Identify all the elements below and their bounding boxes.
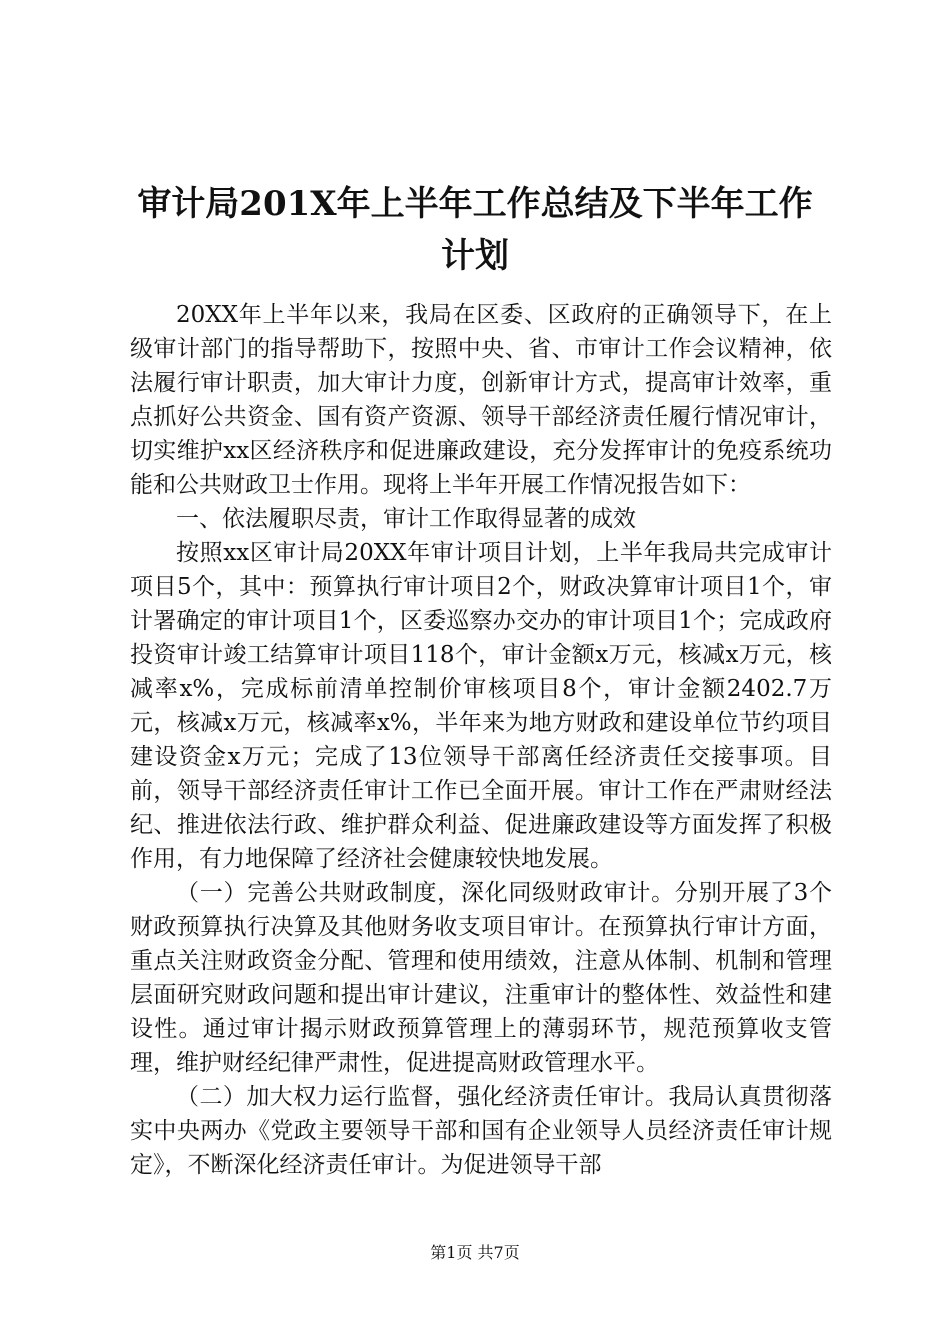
title-line-2: 计划 bbox=[441, 236, 509, 276]
document-body bbox=[130, 298, 832, 1182]
title-line-1: 审计局201X年上半年工作总结及下半年工作 bbox=[137, 184, 813, 224]
section-heading-1: 一、依法履职尽责，审计工作取得显著的成效 bbox=[176, 506, 636, 532]
page-footer: 第1页 共7页 bbox=[430, 1243, 520, 1262]
paragraph-summary: 按照xx区审计局20XX年审计项目计划，上半年我局共完成审计项目5个，其中：预算执行审计项目2个，财政决算审计项目1个，审计署确定的审计项目1个，区委巡察办交办的审计项目1个；完成政府投资审计竣工结算审计项目118个，审计金额x万元，核减x万元，核减率x%，完成标前清单控制价审核项目8个，审计金额2402.7万元，核减x万元，核减率x%，半年来为地方财政和建设单位节约项目建设资金x万元；完成了13位领导干部离任经济责任交接事项。目前，领导干部经济责任审计工作已全面开展。审计工作在严肃财经法纪、推进依法行政、维护群众利益、促进廉政建设等方面发挥了积极作用，有力地保障了经济社会健康较快地发展。 bbox=[130, 540, 832, 872]
paragraph-section-2: （二）加大权力运行监督，强化经济责任审计。我局认真贯彻落实中央两办《党政主要领导干部和国有企业领导人员经济责任审计规定》，不断深化经济责任审计。为促进领导干部 bbox=[130, 1084, 832, 1178]
paragraph-intro: 20XX年上半年以来，我局在区委、区政府的正确领导下，在上级审计部门的指导帮助下，按照中央、省、市审计工作会议精神，依法履行审计职责，加大审计力度，创新审计方式，提高审计效率，重点抓好公共资金、国有资产资源、领导干部经济责任履行情况审计，切实维护xx区经济秩序和促进廉政建设，充分发挥审计的免疫系统功能和公共财政卫士作用。现将上半年开展工作情况报告如下： bbox=[130, 302, 832, 498]
document-title bbox=[120, 178, 830, 282]
paragraph-section-1: （一）完善公共财政制度，深化同级财政审计。分别开展了3个财政预算执行决算及其他财务收支项目审计。在预算执行审计方面，重点关注财政资金分配、管理和使用绩效，注意从体制、机制和管理层面研究财政问题和提出审计建议，注重审计的整体性、效益性和建设性。通过审计揭示财政预算管理上的薄弱环节，规范预算收支管理，维护财经纪律严肃性，促进提高财政管理水平。 bbox=[130, 880, 832, 1076]
